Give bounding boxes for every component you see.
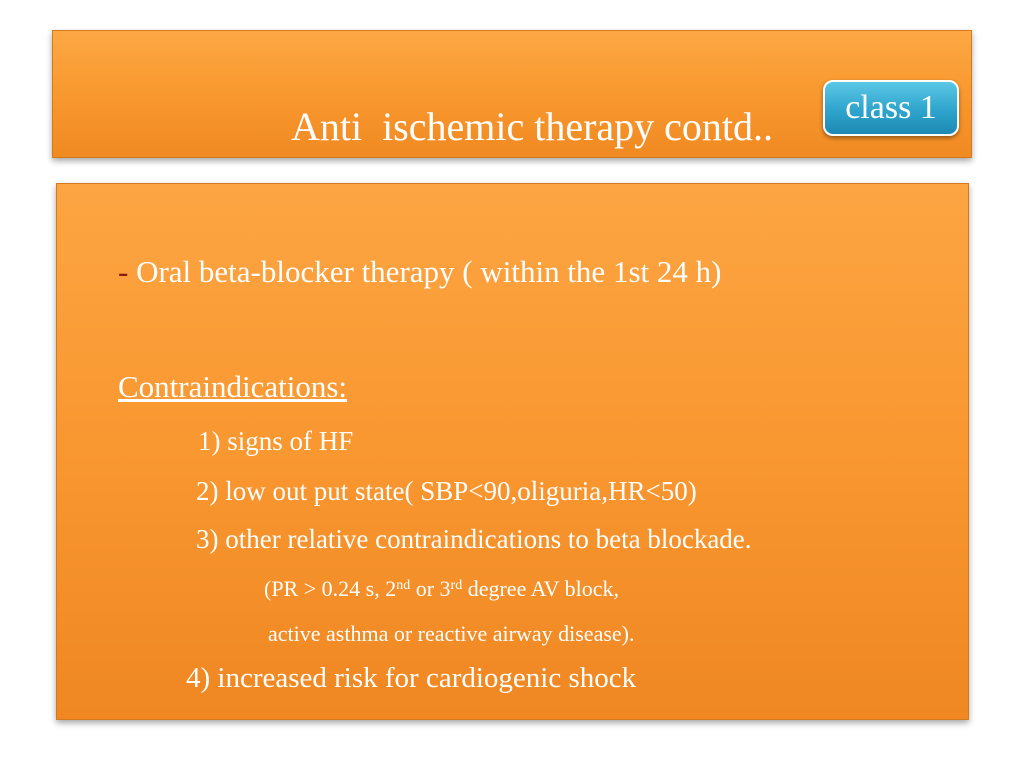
slide-title: Anti ischemic therapy contd.. bbox=[290, 104, 774, 149]
bullet-dash: - bbox=[118, 254, 129, 289]
contraindication-detail-1 bbox=[264, 575, 619, 603]
contraindication-item-4: 4) increased risk for cardiogenic shock bbox=[186, 662, 637, 694]
contraindication-item-3: 3) other relative contraindications to beta blockade. bbox=[196, 524, 752, 554]
detail-sup-rd: rd bbox=[450, 578, 463, 593]
detail-text-a: (PR > 0.24 s, 2 bbox=[264, 576, 397, 601]
contraindication-detail-2: active asthma or reactive airway disease). bbox=[268, 621, 635, 646]
contraindication-item-1: 1) signs of HF bbox=[198, 426, 354, 456]
contraindication-item-2: 2) low out put state( SBP<90,oliguria,HR<50) bbox=[196, 476, 697, 506]
bullet-text: Oral beta-blocker therapy ( within the 1st 24 h) bbox=[128, 254, 722, 289]
detail-text-b: or 3 bbox=[410, 576, 451, 601]
contraindications-heading: Contraindications: bbox=[118, 369, 348, 404]
detail-text-c: degree AV block, bbox=[462, 576, 620, 601]
bullet-beta-blocker bbox=[118, 252, 721, 292]
detail-sup-nd: nd bbox=[396, 578, 411, 593]
class-badge: class 1 bbox=[823, 80, 959, 136]
